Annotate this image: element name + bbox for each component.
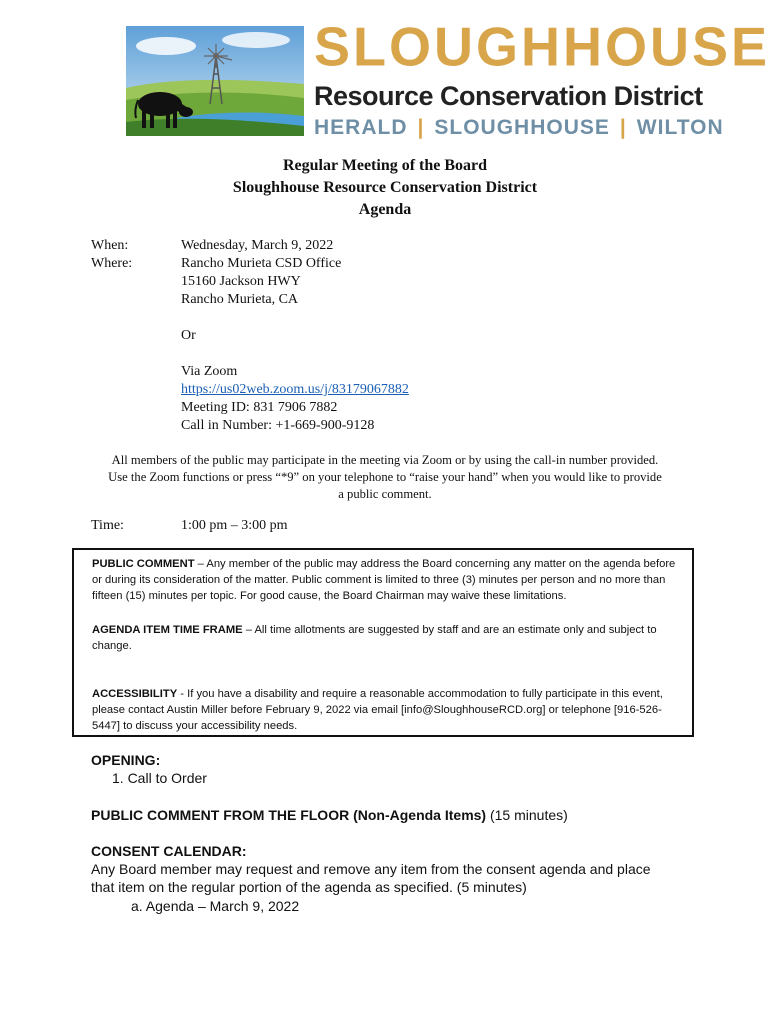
notice-body: – Any member of the public may address the Board concerning any matter on the agenda before or during its consideration of the matter. Public comment is limited to three (3) minutes per person and no more than fifteen (15) minutes per topic. For good cause, the Board Chairman may waive these limitations.: [92, 558, 676, 602]
or-text: Or: [181, 328, 196, 343]
logo-illustration: [126, 26, 304, 136]
floor-comment-line: [91, 807, 568, 823]
place-wilton: WILTON: [636, 116, 724, 139]
place-herald: HERALD: [314, 116, 408, 139]
public-participation-note: [86, 452, 684, 503]
org-subtitle: Resource Conservation District: [314, 81, 703, 111]
floor-time: (15 minutes): [486, 807, 568, 823]
time-value: 1:00 pm – 3:00 pm: [181, 518, 288, 533]
notice-heading: PUBLIC COMMENT: [92, 558, 195, 570]
notice-heading: AGENDA ITEM TIME FRAME: [92, 624, 243, 636]
time-label: Time:: [91, 518, 124, 533]
opening-item: 1. Call to Order: [112, 770, 207, 786]
doc-title-line1: Regular Meeting of the Board: [282, 157, 488, 174]
when-value: Wednesday, March 9, 2022: [181, 238, 334, 253]
notice-body: – All time allotments are suggested by staff and are an estimate only and subject to change.: [92, 624, 657, 652]
where-line: Rancho Murieta, CA: [181, 292, 299, 307]
opening-heading: OPENING:: [91, 752, 161, 768]
public-comment-notice: [92, 556, 682, 604]
notice-body: - If you have a disability and require a reasonable accommodation to fully participate in this event, please contact Austin Miller before February 9, 2022 via email [info@SloughhouseRCD.org] or telephone [916-526-5447] to discuss your accessibility needs.: [92, 688, 663, 732]
where-line: Rancho Murieta CSD Office: [181, 256, 342, 271]
notice-box: [72, 548, 694, 737]
where-line: 15160 Jackson HWY: [181, 274, 301, 289]
place-sloughhouse: SLOUGHHOUSE: [434, 116, 610, 139]
meeting-id: Meeting ID: 831 7906 7882: [181, 400, 338, 415]
notice-heading: ACCESSIBILITY: [92, 688, 178, 700]
floor-heading: PUBLIC COMMENT FROM THE FLOOR (Non-Agenda Items): [91, 807, 487, 823]
note-line: a public comment.: [338, 487, 432, 501]
via-zoom: Via Zoom: [181, 364, 238, 379]
place-separator: |: [417, 116, 425, 139]
note-line: Use the Zoom functions or press “*9” on your telephone to “raise your hand” when you would like to provide: [108, 470, 662, 484]
consent-heading: CONSENT CALENDAR:: [91, 843, 247, 859]
consent-text: Any Board member may request and remove any item from the consent agenda and place: [91, 861, 651, 877]
when-label: When:: [91, 238, 129, 253]
where-label: Where:: [91, 256, 133, 271]
place-separator: |: [619, 116, 627, 139]
accessibility-notice: [92, 686, 682, 734]
note-line: All members of the public may participate in the meeting via Zoom or by using the call-in number provided.: [111, 453, 659, 467]
consent-text: that item on the regular portion of the agenda as specified. (5 minutes): [91, 879, 527, 895]
call-in-number: Call in Number: +1-669-900-9128: [181, 418, 375, 433]
doc-title-line2: Sloughhouse Resource Conservation District: [232, 179, 538, 196]
org-places: [314, 117, 724, 138]
doc-title-line3: Agenda: [358, 201, 412, 218]
zoom-link[interactable]: https://us02web.zoom.us/j/83179067882: [181, 382, 409, 397]
time-frame-notice: [92, 622, 682, 654]
consent-item: a. Agenda – March 9, 2022: [131, 898, 300, 914]
org-name: SLOUGHHOUSE: [314, 16, 770, 78]
